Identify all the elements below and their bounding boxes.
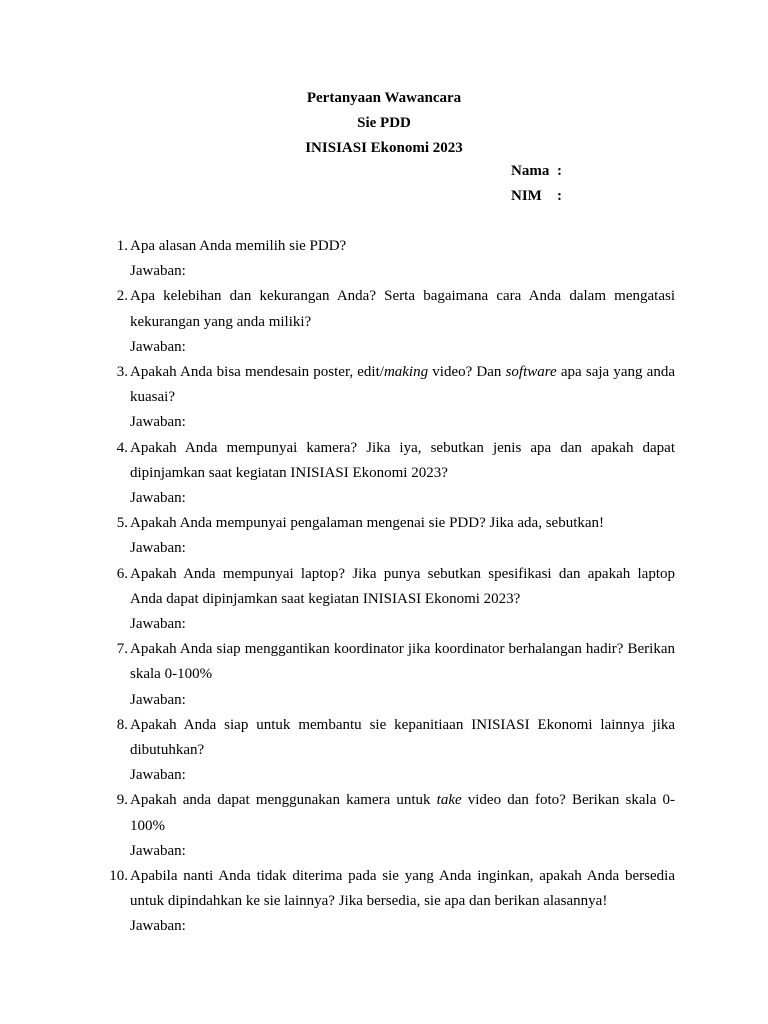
answer-label: Jawaban:: [130, 263, 186, 280]
question-number: 6.: [116, 565, 128, 582]
question-list: [104, 234, 675, 940]
document-title: Pertanyaan Wawancara: [306, 90, 462, 106]
question-number: 10.: [109, 868, 128, 885]
question-text: Apabila nanti Anda tidak diterima pada sie yang Anda inginkan, apakah Anda bersedia untuk dipindahkan ke sie lainnya? Jika bersedia, sie apa dan berikan alasannya!: [130, 868, 675, 910]
answer-label: Jawaban:: [130, 616, 186, 633]
question-item: [104, 511, 675, 561]
nim-label: NIM: [511, 188, 542, 204]
question-number: 4.: [116, 439, 128, 456]
answer-label: Jawaban:: [130, 767, 186, 784]
question-item: [104, 864, 675, 940]
question-text-part: video? Dan: [428, 364, 506, 381]
answer-label: Jawaban:: [130, 338, 186, 355]
question-text: Apakah Anda mempunyai laptop? Jika punya sebutkan spesifikasi dan apakah laptop Anda dapat dipinjamkan saat kegiatan INISIASI Ekonomi 2023?: [130, 565, 675, 607]
question-number: 8.: [116, 716, 128, 733]
answer-label: Jawaban:: [130, 540, 186, 557]
question-text-part: Apakah anda dapat menggunakan kamera untuk: [130, 792, 437, 809]
question-text: Apakah Anda siap untuk membantu sie kepanitiaan INISIASI Ekonomi lainnya jika dibutuhkan?: [130, 716, 675, 759]
question-item: [104, 436, 675, 512]
question-text: Apa kelebihan dan kekurangan Anda? Serta bagaimana cara Anda dalam mengatasi kekurangan yang anda miliki?: [130, 288, 675, 330]
name-label: Nama: [511, 163, 550, 179]
question-text-italic: software: [505, 364, 557, 381]
question-item: [104, 234, 675, 284]
document-subtitle: Sie PDD: [357, 115, 411, 131]
question-number: 1.: [116, 238, 128, 254]
question-text-italic: making: [383, 364, 429, 381]
question-item: [104, 562, 675, 638]
question-item: [104, 788, 675, 864]
answer-label: Jawaban:: [130, 414, 186, 431]
question-text-part: video dan foto? Berikan skala 0-100%: [130, 792, 676, 834]
question-text-part: apa saja yang anda kuasai?: [130, 364, 675, 406]
question-number: 7.: [116, 641, 128, 658]
document-event: INISIASI Ekonomi 2023: [305, 140, 463, 156]
answer-label: Jawaban:: [130, 691, 186, 708]
nim-separator: :: [557, 188, 562, 204]
answer-label: Jawaban:: [130, 490, 186, 507]
question-number: 2.: [116, 288, 128, 305]
question-text: [130, 788, 675, 838]
question-text-part: Apakah Anda bisa mendesain poster, edit/: [130, 364, 384, 381]
identity-fields: [511, 159, 562, 209]
name-separator: :: [557, 163, 562, 179]
question-text: Apakah Anda mempunyai pengalaman mengenai sie PDD? Jika ada, sebutkan!: [130, 515, 605, 532]
question-number: 5.: [116, 515, 128, 532]
question-text: Apa alasan Anda memilih sie PDD?: [130, 238, 347, 254]
answer-label: Jawaban:: [130, 918, 186, 935]
question-item: [104, 713, 675, 789]
question-item: [104, 360, 675, 436]
name-field: [511, 159, 562, 184]
question-item: [104, 284, 675, 360]
document-header: [0, 86, 768, 161]
question-text: Apakah Anda siap menggantikan koordinator jika koordinator berhalangan hadir? Berikan skala 0-100%: [130, 641, 675, 683]
question-number: 9.: [116, 792, 128, 809]
question-text-italic: take: [436, 792, 462, 809]
answer-label: Jawaban:: [130, 842, 186, 859]
question-number: 3.: [116, 364, 128, 381]
question-text: Apakah Anda mempunyai kamera? Jika iya, sebutkan jenis apa dan apakah dapat dipinjamkan saat kegiatan INISIASI Ekonomi 2023?: [130, 439, 675, 481]
question-item: [104, 637, 675, 713]
nim-field: [511, 184, 562, 209]
question-text: [130, 360, 675, 410]
